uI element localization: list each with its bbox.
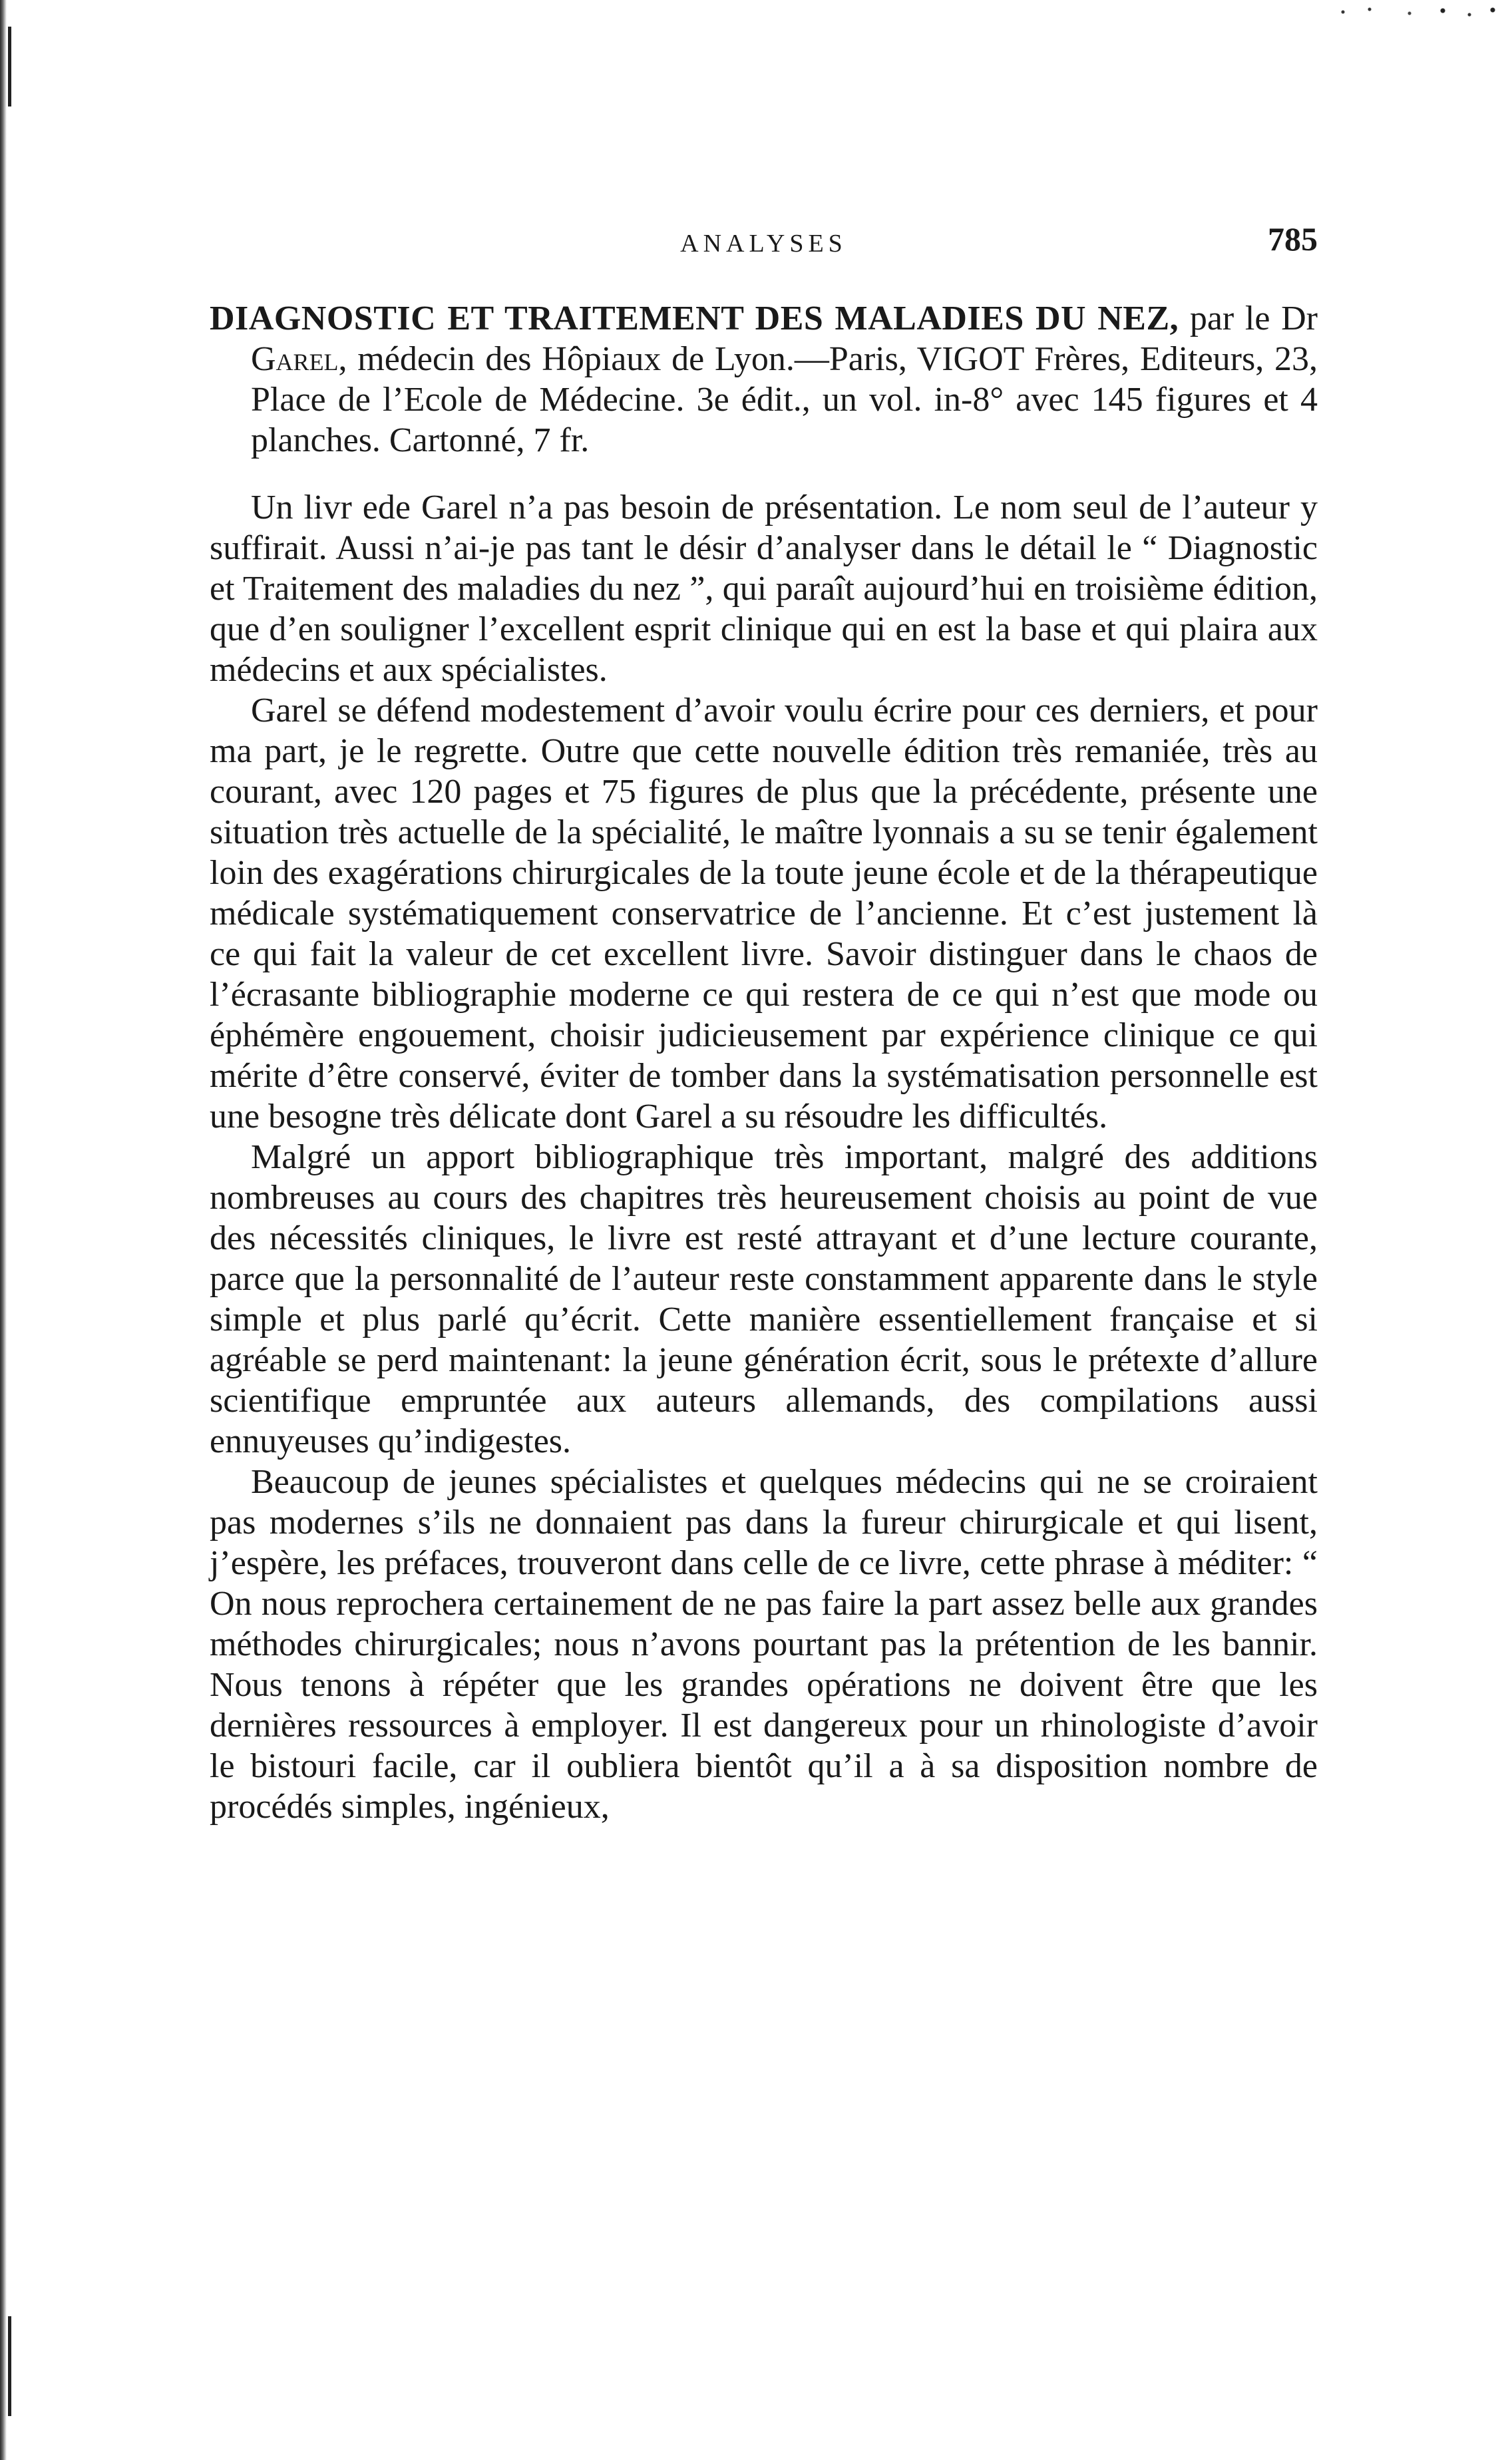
paragraph-4: Beaucoup de jeunes spécialistes et quelques médecins qui ne se croiraient pas modernes s’ils ne donnaient pas dans la fureur chirurgicale et qui lisent, j’espère, les préfaces, trouveront dans celle de ce livre, cette phrase à méditer: “ On nous reprochera certainement de ne pas faire la part assez belle aux grandes méthodes chirurgicales; nous n’avons pourtant pas la prétention de les bannir. Nous tenons à répéter que les grandes opérations ne doivent être que les dernières ressources à employer. Il est dangereux pour un rhinologiste d’avoir le bistouri facile, car il oubliera bientôt qu’il a à sa disposition nombre de procédés simples, ingénieux, [210, 1463, 1318, 1826]
scan-edge-mark-top [8, 27, 11, 106]
entry-citation: , médecin des Hôpiaux de Lyon.—Paris, VIGOT Frères, Editeurs, 23, Place de l’Ecole de Médecine. 3e édit., un vol. in-8° avec 145 figures et 4 planches. Cartonné, 7 fr. [251, 340, 1318, 459]
paragraph-3: Malgré un apport bibliographique très important, malgré des additions nombreuses au cours des chapitres très heureusement choisis au point de vue des nécessités cliniques, le livre est resté attrayant et d’une lecture courante, parce que la personnalité de l’auteur reste constamment apparente dans le style simple et plus parlé qu’écrit. Cette manière essentiellement française et si agréable se perd maintenant: la jeune génération écrit, sous le prétexte d’allure scientifique empruntée aux auteurs allemands, des compilations aussi ennuyeuses qu’indigestes. [210, 1138, 1318, 1460]
entry-by: par le Dr [1179, 300, 1318, 337]
bibliographic-entry [210, 298, 1318, 461]
scan-left-edge [0, 0, 7, 2460]
running-head [210, 220, 1318, 266]
scan-corner-specks [1330, 4, 1503, 24]
running-title: ANALYSES [680, 230, 847, 258]
paragraph-2: Garel se défend modestement d’avoir voulu écrire pour ces derniers, et pour ma part, je le regrette. Outre que cette nouvelle édition très remaniée, très au courant, avec 120 pages et 75 figures de plus que la précédente, présente une situation très actuelle de la spécialité, le maître lyonnais a su se tenir également loin des exagérations chirurgicales de la toute jeune école et de la thérapeutique médicale systématiquement conservatrice de l’ancienne. Et c’est justement là ce qui fait la valeur de cet excellent livre. Savoir distinguer dans le chaos de l’écrasante bibliographie moderne ce qui restera de ce qui n’est que mode ou éphémère engouement, choisir judicieusement par expérience clinique ce qui mérite d’être conservé, éviter de tomber dans la systématisation personnelle est une besogne très délicate dont Garel a su résoudre les difficultés. [210, 692, 1318, 1135]
entry-author: Garel [251, 340, 339, 378]
page-body [210, 220, 1318, 1827]
paragraph-1: Un livr ede Garel n’a pas besoin de présentation. Le nom seul de l’auteur y suffirait. Aussi n’ai-je pas tant le désir d’analyser dans le détail le “ Diagnostic et Traitement des maladies du nez ”, qui paraît aujourd’hui en troisième édition, que d’en souligner l’excellent esprit clinique qui en est la base et qui plaira aux médecins et aux spécialistes. [210, 489, 1318, 689]
entry-title: DIAGNOSTIC ET TRAITEMENT DES MALADIES DU NEZ, [210, 300, 1179, 337]
page-number: 785 [1268, 220, 1318, 258]
scan-edge-mark-bottom [8, 2316, 11, 2416]
